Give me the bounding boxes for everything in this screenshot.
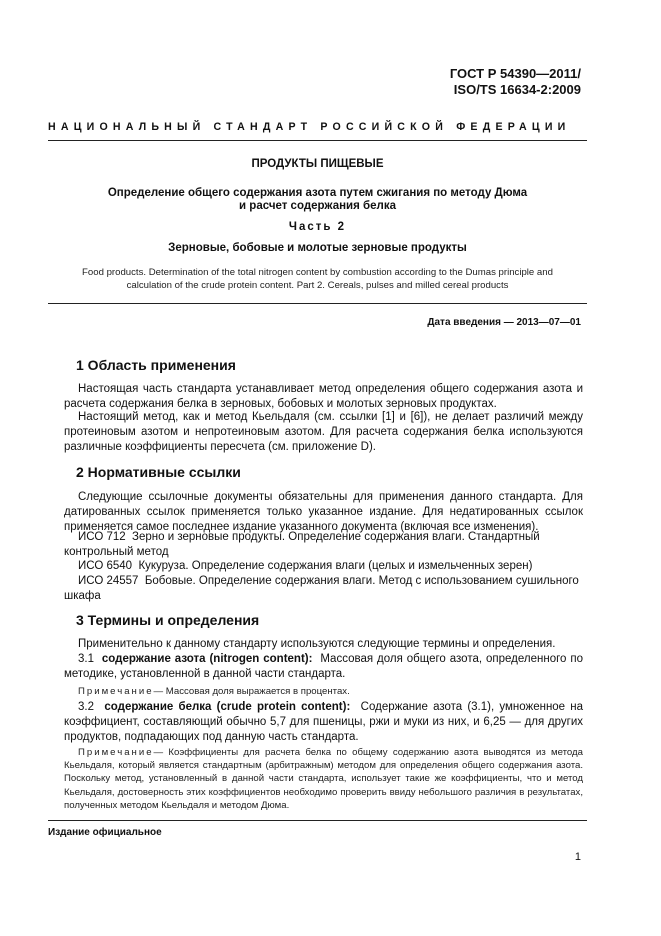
term-number: 3.2 [78,701,94,713]
reference-item-iso712 [64,530,583,560]
title-subtitle-line1: Определение общего содержания азота путем сжигания по методу Дюма [107,187,528,199]
header-divider [48,140,587,141]
term-name: содержание азота (nitrogen content): [101,653,313,665]
term-3-1 [64,652,583,682]
reference-code: ИСО 712 [78,531,126,543]
english-title-line2: calculation of the crude protein content. Part 2. Cereals, pulses and milled cereal products [126,280,509,291]
term-number: 3.1 [78,653,94,665]
section-1-paragraph-1: Настоящая часть стандарта устанавливает метод определения общего содержания азота и расчета содержания белка в зерновых, бобовых и молотых зерновых продуктах. [64,383,583,410]
note-text: — Массовая доля выражается в процентах. [153,686,350,697]
english-title-line1: Food products. Determination of the total nitrogen content by combustion according to the Dumas principle and [82,267,553,278]
standard-number-iso: ISO/TS 16634-2:2009 [453,82,581,97]
page-number: 1 [574,851,581,863]
term-definition: Массовая доля общего азота, определенного по методике, установленной в данной части стандарта. [64,653,583,680]
note-label: Примечание [78,686,154,697]
reference-item-iso24557 [64,574,583,604]
note-2 [64,746,583,812]
reference-code: ИСО 24557 [78,575,139,587]
title-divider [48,303,587,304]
reference-title: Зерно и зерновые продукты. Определение содержания влаги. Стандартный контрольный метод [64,531,540,558]
part-title: Зерновые, бобовые и молотые зерновые продукты [168,242,467,254]
section-3-paragraph-1: Применительно к данному стандарту используются следующие термины и определения. [78,638,556,650]
term-definition: Содержание азота (3.1), умноженное на коэффициент, составляющий обычно 5,7 для пшеницы, ржи и муки из них, и 6,25 — для других продуктов, подпадающих под данную часть стандарта. [64,701,584,743]
section-2-heading: 2 Нормативные ссылки [76,464,241,480]
note-label: Примечание [78,747,154,758]
term-3-2 [64,700,583,744]
reference-code: ИСО 6540 [78,560,133,572]
note-1 [64,685,583,698]
title-subtitle-line2: и расчет содержания белка [239,200,396,212]
section-3-heading: 3 Термины и определения [76,612,260,628]
standard-number-ru: ГОСТ Р 54390—2011/ [449,66,581,81]
national-standard-banner: НАЦИОНАЛЬНЫЙ СТАНДАРТ РОССИЙСКОЙ ФЕДЕРАЦИИ [48,121,571,133]
reference-item-iso6540 [78,559,583,574]
term-name: содержание белка (crude protein content): [104,701,351,713]
standard-number [450,66,581,98]
document-title: ПРОДУКТЫ ПИЩЕВЫЕ [251,158,384,170]
section-1-heading: 1 Область применения [76,357,236,373]
official-edition-label: Издание официальное [48,827,162,838]
part-label: Часть 2 [288,221,347,233]
reference-title: Кукуруза. Определение содержания влаги (целых и измельченных зерен) [138,560,533,572]
section-1-paragraph-2: Настоящий метод, как и метод Кьельдаля (см. ссылки [1] и [6]), не делает различий между протеиновым азотом и непротеиновым азотом. Для расчета содержания белка используются различные коэффициенты пересчета (см. приложение D). [64,411,583,453]
section-2-paragraph-1: Следующие ссылочные документы обязательны для применения данного стандарта. Для датированных ссылок применяется только указанное издание. Для недатированных ссылок применяется самое последнее издание указанного документа (включая все изменения). [64,491,583,533]
reference-title: Бобовые. Определение содержания влаги. Метод с использованием сушильного шкафа [64,575,579,602]
introduction-date: Дата введения — 2013—07—01 [427,317,581,328]
note-text: — Коэффициенты для расчета белка по общему содержанию азота выводятся из метода Кьельдаля, который является стандартным (арбитражным) методом для определения общего содержания азота. Поскольку метод, установленный в данной части стандарта, использует такие же коэффициенты, что и метод Кьельдаля, достоверность этих коэффициентов необходимо проверить ввиду небольшого различия в результатах, полученных методом Кьельдаля и методом Дюма. [64,747,583,811]
footer-divider [48,820,587,821]
